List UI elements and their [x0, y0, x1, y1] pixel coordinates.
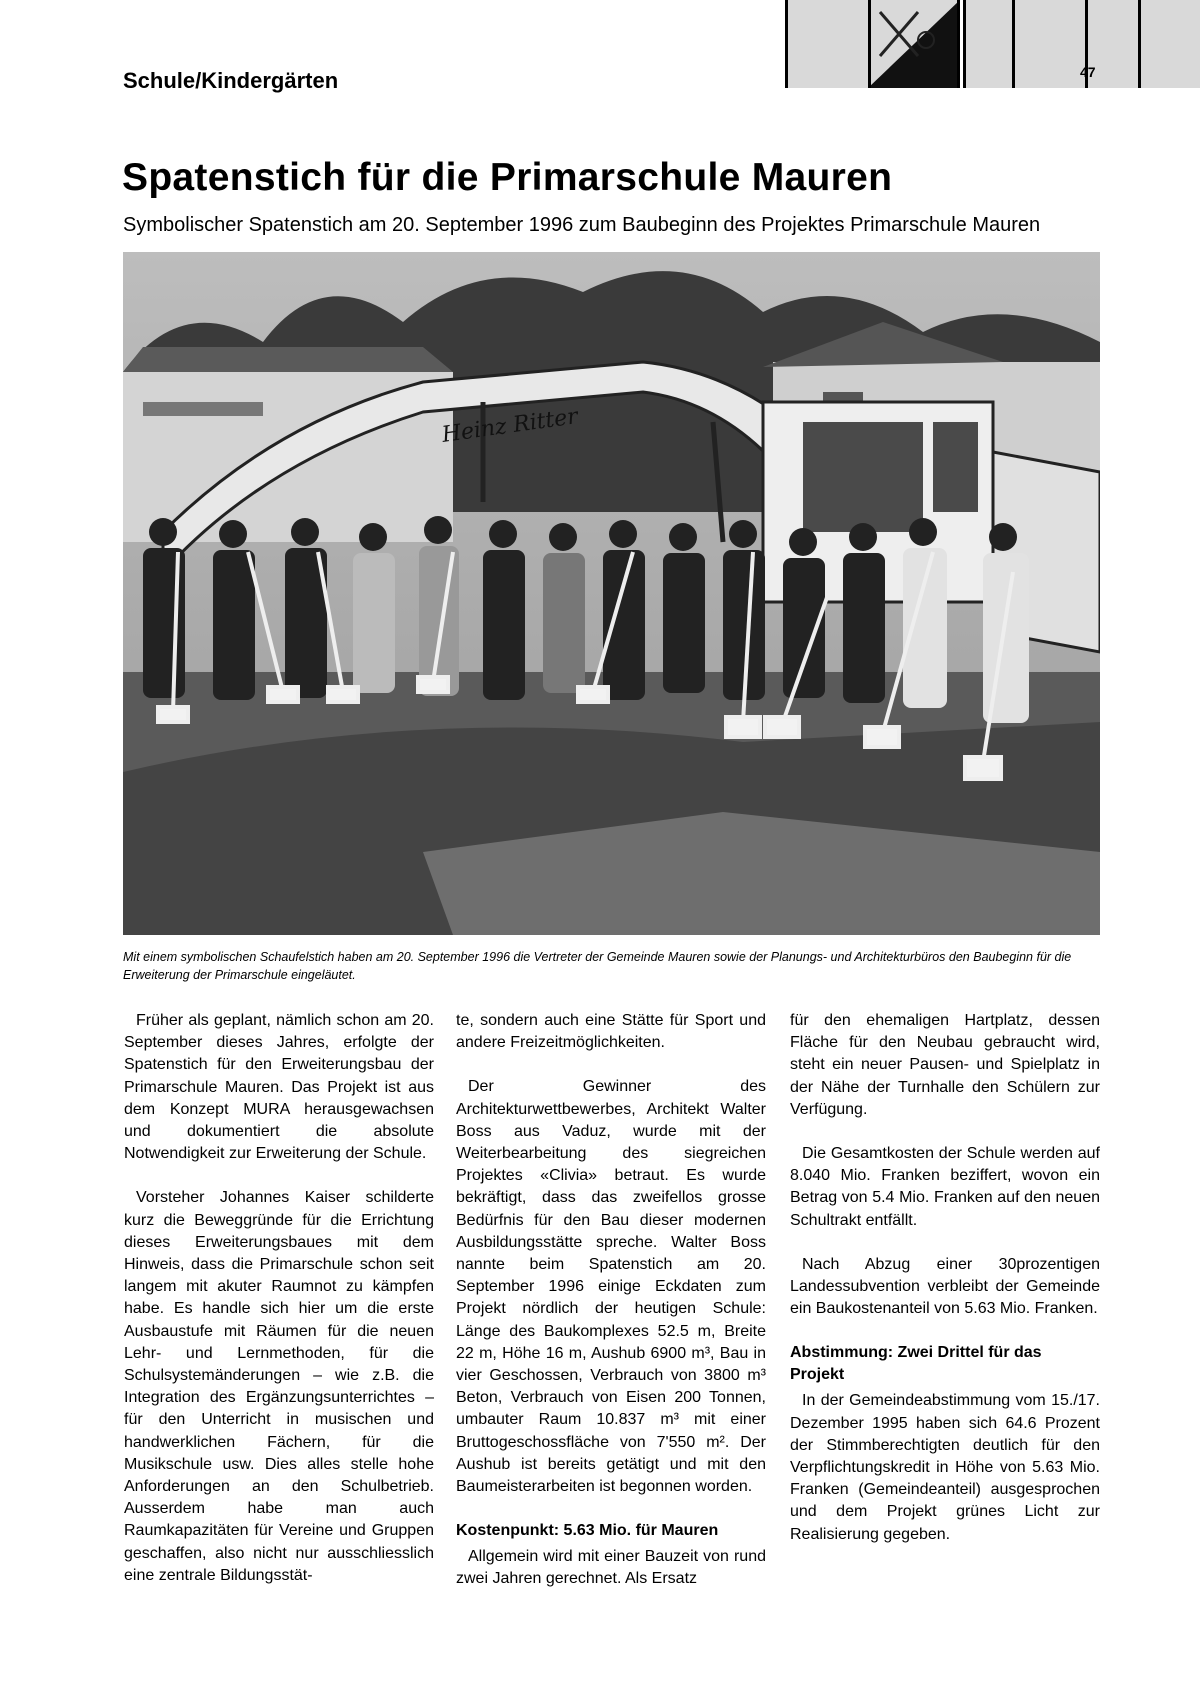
article-subtitle: Symbolischer Spatenstich am 20. September 1996 zum Baubeginn des Projektes Primarschule Mauren: [123, 214, 1041, 236]
paragraph: Früher als geplant, nämlich schon am 20. September dieses Jahres, erfolgte der Spatenstich für den Erweiterungsbau der Primarschule Mauren. Das Projekt ist aus dem Konzept MURA herausgewachsen und dokumentiert die absolute Notwendigkeit zur Erweiterung der Schule.: [124, 1012, 434, 1163]
paragraph: Die Gesamtkosten der Schule werden auf 8.040 Mio. Franken beziffert, wovon ein Betrag von 5.4 Mio. Franken auf den neuen Schultrakt entfällt.: [790, 1145, 1100, 1229]
header-tab-strip: [785, 0, 1200, 88]
municipal-crest-icon: [868, 0, 960, 88]
text-column-2: [456, 1010, 766, 1613]
subheading: Kostenpunkt: 5.63 Mio. für Mauren: [456, 1522, 719, 1540]
paragraph: Der Gewinner des Architekturwettbewerbes, Architekt Walter Boss aus Vaduz, wurde mit der Weiterbearbeitung des siegreichen Projektes «Clivia» betraut. Es wurde bekräftigt, dass das zweifellos grosse Bedürfnis für den Bau dieser modernen Ausbildungsstätte spreche. Walter Boss nannte beim Spatenstich am 20. September 1996 einige Eckdaten zum Projekt nördlich der heutigen Schule: Länge des Baukomplexes 52.5 m, Breite 22 m, Höhe 16 m, Aushub 6900 m³, Bau in vier Geschossen, Verbrauch von 3800 m³ Beton, Verbrauch von Eisen 200 Tonnen, umbauter Raum 10.837 m³ mit einer Bruttogeschossfläche von 7'550 m². Der Aushub ist bereits getätigt und mit den Baumeisterarbeiten ist begonnen worden.: [456, 1078, 766, 1496]
text-column-3: [790, 1010, 1100, 1568]
header-tab: [963, 0, 1012, 88]
article-photo: [123, 252, 1100, 935]
paragraph: Allgemein wird mit einer Bauzeit von rund zwei Jahren gerechnet. Als Ersatz: [456, 1548, 766, 1588]
header-tab: [785, 0, 871, 88]
paragraph: In der Gemeindeabstimmung vom 15./17. Dezember 1995 haben sich 64.6 Prozent der Stimmberechtigten deutlich für den Verpflichtungskredit in Höhe von 5.63 Mio. Franken (Gemeindeanteil) ausgesprochen und dem Projekt grünes Licht zur Realisierung gegeben.: [790, 1392, 1100, 1543]
header-tab: [1138, 0, 1200, 88]
photo-caption: Mit einem symbolischen Schaufelstich haben am 20. September 1996 die Vertreter der Gemeinde Mauren sowie der Planungs- und Architekturbüros den Baubeginn für die Erweiterung der Primarschule eingeläutet.: [123, 950, 1072, 982]
subheading: Abstimmung: Zwei Drittel für das Projekt: [790, 1344, 1042, 1384]
paragraph: Nach Abzug einer 30prozentigen Landessubvention verbleibt der Gemeinde ein Baukostenanteil von 5.63 Mio. Franken.: [790, 1255, 1100, 1318]
page-number: 47: [1080, 64, 1096, 80]
article-title: Spatenstich für die Primarschule Mauren: [122, 156, 893, 199]
paragraph: te, sondern auch eine Stätte für Sport und andere Freizeitmöglichkeiten.: [456, 1012, 766, 1052]
excavator-lettering: Heinz Ritter: [440, 404, 580, 448]
header-tab: [1012, 0, 1085, 88]
section-title: Schule/Kindergärten: [123, 68, 339, 93]
paragraph: Vorsteher Johannes Kaiser schilderte kurz die Beweggründe für die Errichtung dieses Erweiterungsbaues mit dem Hinweis, dass die Primarschule schon seit langem mit akuter Raumnot zu kämpfen habe. Es handle sich hier um die erste Ausbaustufe mit Räumen für die neuen Lehr- und Lernmethoden, für die Schulsystemänderungen – wie z.B. die Integration des Ergänzungsunterrichtes – für den Unterricht in musischen und handwerklichen Fächern, für die Musikschule usw. Dies alles stelle hohe Anforderungen an den Schulbetrieb. Ausserdem habe man auch Raumkapazitäten für Vereine und Gruppen geschaffen, also nicht nur ausschliesslich eine zentrale Bildungsstät-: [124, 1189, 434, 1584]
paragraph: für den ehemaligen Hartplatz, dessen Fläche für den Neubau gebraucht wird, steht ein neuer Pausen- und Spielplatz in der Nähe der Turnhalle den Schülern zur Verfügung.: [790, 1012, 1100, 1118]
text-column-1: [124, 1010, 434, 1609]
